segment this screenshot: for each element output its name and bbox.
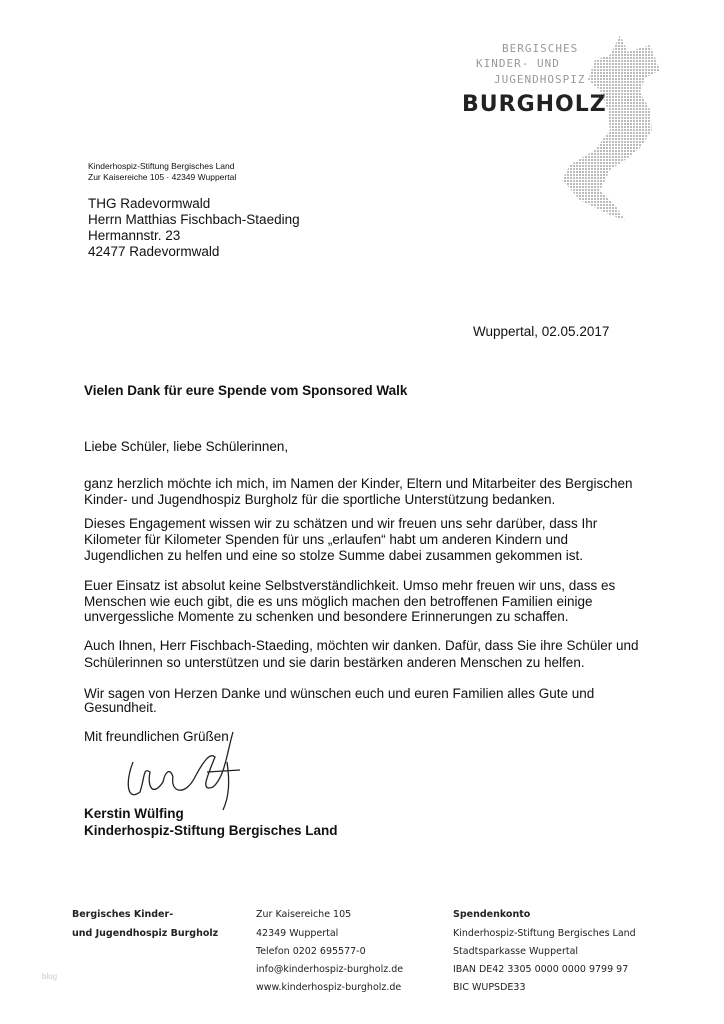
text-line: Euer Einsatz ist absolut keine Selbstverständlichkeit. Umso mehr freuen wir uns, dass es [84,578,616,593]
address-line: 42477 Radevormwald [88,244,220,259]
footer-bank-line: Kinderhospiz-Stiftung Bergisches Land [453,928,636,939]
text-line: Dieses Engagement wissen wir zu schätzen und wir freuen uns sehr darüber, dass Ihr [84,516,598,531]
sender-line: Kinderhospiz-Stiftung Bergisches Land [88,161,235,171]
signer-organization: Kinderhospiz-Stiftung Bergisches Land [84,823,338,838]
address-line: THG Radevormwald [88,196,211,211]
text-line: Kilometer für Kilometer Spenden für uns „erlaufen“ habt um anderen Kindern und [84,532,569,547]
footer-bic: BIC WUPSDE33 [453,982,526,993]
footer-address-line: Zur Kaisereiche 105 [256,909,352,920]
footer-website[interactable]: www.kinderhospiz-burgholz.de [256,982,402,993]
logo-line: BERGISCHES [502,42,579,55]
closing: Mit freundlichen Grüßen [84,729,229,744]
footer-address-line: 42349 Wuppertal [256,928,339,939]
logo-line: KINDER- UND [476,57,560,70]
footer-email[interactable]: info@kinderhospiz-burgholz.de [256,964,404,975]
text-line: Jugendlichen zu helfen und eine so stolze Summe dabei zusammen gekommen ist. [84,548,584,563]
address-line: Hermannstr. 23 [88,228,181,243]
signer-name: Kerstin Wülfing [84,806,184,821]
salutation: Liebe Schüler, liebe Schülerinnen, [84,439,289,454]
letter-subject: Vielen Dank für eure Spende vom Sponsored Walk [84,383,408,398]
text-line: Wir sagen von Herzen Danke und wünschen euch und euren Familien alles Gute und [84,686,595,701]
logo-figure-icon [540,30,670,230]
address-line: Herrn Matthias Fischbach-Staeding [88,212,300,227]
letter-date: Wuppertal, 02.05.2017 [473,324,610,339]
watermark: blog [42,972,58,981]
text-line: Gesundheit. [84,700,157,715]
logo-name: BURGHOLZ [462,92,607,117]
text-line: ganz herzlich möchte ich mich, im Namen der Kinder, Eltern und Mitarbeiter des Bergischen [84,476,633,491]
text-line: Auch Ihnen, Herr Fischbach-Staeding, möchten wir danken. Dafür, dass Sie ihre Schüler und [84,638,639,653]
footer-org-line: Bergisches Kinder- [72,909,174,920]
footer-bank-line: Stadtsparkasse Wuppertal [453,946,579,957]
text-line: unvergessliche Momente zu schenken und besondere Erinnerungen zu schaffen. [84,609,569,624]
footer-org-line: und Jugendhospiz Burgholz [72,928,219,939]
text-line: Menschen wie euch gibt, die es uns möglich machen den betroffenen Familien einige [84,594,593,609]
handwritten-signature [115,722,255,812]
text-line: Schülerinnen so unterstützen und sie darin bestärken anderen Menschen zu helfen. [84,655,585,670]
footer-phone: Telefon 0202 695577-0 [256,946,366,957]
text-line: Kinder- und Jugendhospiz Burgholz für die sportliche Unterstützung bedanken. [84,492,556,507]
footer-iban: IBAN DE42 3305 0000 0000 9799 97 [453,964,629,975]
logo-line: JUGENDHOSPIZ [494,73,586,86]
footer-bank-title: Spendenkonto [453,909,531,920]
sender-line: Zur Kaisereiche 105 · 42349 Wuppertal [88,172,237,182]
